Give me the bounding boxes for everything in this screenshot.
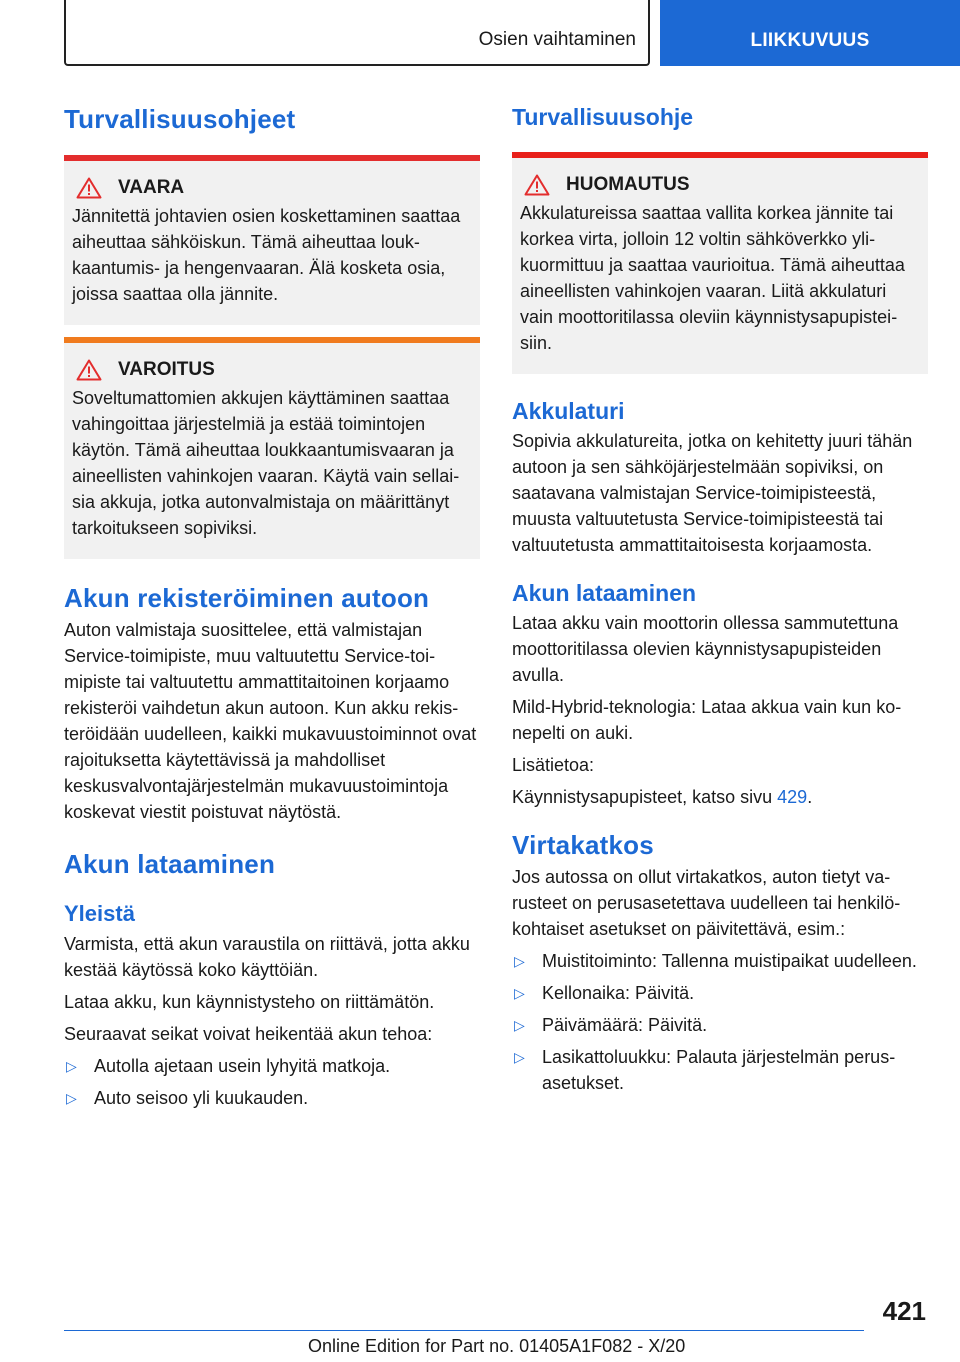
list-item: ▷ Lasikattoluukku: Palauta järjestelmän perusasetukset.	[512, 1044, 928, 1096]
footer-edition-text: Online Edition for Part no. 01405A1F082 - X/20	[308, 1336, 686, 1356]
general-paragraph-1: Varmista, että akun varaustila on riittävä, jotta akku kestää käytössä koko käyttöiän.	[64, 934, 470, 980]
charger-title: Akkulaturi	[512, 398, 625, 424]
warning-triangle-icon	[76, 177, 102, 199]
warning-label: VAROITUS	[118, 359, 215, 380]
list-item: ▷ Autolla ajetaan usein lyhyitä matkoja.	[64, 1053, 480, 1079]
warning-header	[72, 357, 472, 383]
safety-instruction-title: Turvallisuusohje	[512, 104, 694, 130]
danger-label: VAARA	[118, 177, 185, 198]
list-item: ▷ Muistitoiminto: Tallenna muistipaikat uudelleen.	[512, 948, 928, 974]
list-item: ▷ Päivämäärä: Päivitä.	[512, 1012, 928, 1038]
header-section-title: Osien vaihtaminen	[478, 29, 636, 50]
charging-title: Akun lataaminen	[512, 580, 697, 606]
right-column	[512, 92, 928, 1096]
charger-text: Sopivia akkulatureita, jotka on kehitetty juuri tähän autoon ja sen sähköjärjestelmään sopiviksi, on saatavana valmistajan Service-toimipisteestä, muusta valtuutetusta Service-toimipisteestä tai valtuutetusta ammattitaitoisesta korjaamosta.	[512, 431, 913, 555]
danger-text: Jännitettä johtavien osien koskettaminen saattaa aiheuttaa sähköiskun. Tämä aiheuttaa loukkaantumis- ja hengenvaaran. Älä kosketa osia, joissa saattaa olla jännite.	[72, 206, 461, 304]
header-chapter-label: LIIKKUVUUS	[750, 30, 870, 51]
bullet-triangle-icon: ▷	[66, 1090, 77, 1106]
list-item: ▷ Auto seisoo yli kuukauden.	[64, 1085, 480, 1111]
bullet-triangle-icon: ▷	[66, 1058, 77, 1074]
page-link-429[interactable]: 429	[777, 787, 808, 807]
warning-triangle-icon	[524, 174, 550, 196]
warning-triangle-icon	[76, 359, 102, 381]
bullet-triangle-icon: ▷	[514, 1049, 525, 1065]
general-title: Yleistä	[64, 901, 135, 926]
notice-text: Akkulatureissa saattaa vallita korkea jännite tai korkea virta, jolloin 12 voltin sähköverkko ylikuormittuu ja saattaa vaurioitua. Tämä aiheuttaa aineellisten vahinkojen vaaran. Liitä akkulaturi vain moottoritilassa oleviin käynnistysapupisteisiin.	[520, 203, 905, 353]
charging-paragraph-3: Lisätietoa:	[512, 755, 595, 775]
register-battery-title: Akun rekisteröiminen autoon	[64, 583, 430, 613]
bullet-triangle-icon: ▷	[514, 985, 525, 1001]
header-section-box	[64, 0, 650, 66]
danger-header	[72, 175, 472, 201]
list-item: ▷ Kellonaika: Päivitä.	[512, 980, 928, 1006]
charging-paragraph-1: Lataa akku vain moottorin ollessa sammutettuna moottoritilassa olevien käynnistysapupisteiden avulla.	[512, 613, 899, 685]
header-chapter-tab[interactable]	[660, 0, 960, 66]
reset-list	[512, 948, 928, 1096]
notice-box	[512, 152, 928, 374]
register-battery-text: Auton valmistaja suosittelee, että valmistajan Service-toimipiste, muu valtuutettu Service-toimipiste tai valtuutettu ammattitaitoinen korjaamo rekisteröi vaihdetun akun autoon. Kun akku rekisteröidään uudelleen, kaikki mukavuustoiminnot ovat rajoituksetta käytettävissä ja mahdolliset keskusvalvontajärjestelmän mukavuustoimintoja koskevat viestit poistuvat näytöstä.	[64, 620, 477, 822]
footer-divider	[64, 1330, 864, 1331]
general-paragraph-3: Seuraavat seikat voivat heikentää akun tehoa:	[64, 1024, 433, 1044]
bullet-triangle-icon: ▷	[514, 953, 525, 969]
bullet-triangle-icon: ▷	[514, 1017, 525, 1033]
warning-text: Soveltumattomien akkujen käyttäminen saattaa vahingoittaa järjestelmiä ja estää toimintojen käytön. Tämä aiheuttaa loukkaantumisvaaran ja aineellisten vahinkojen vaaran. Käytä vain sellaisia akkuja, jotka autonvalmistaja on määrittänyt tarkoitukseen sopiviksi.	[72, 388, 460, 538]
charging-battery-title: Akun lataaminen	[64, 849, 276, 879]
general-paragraph-2: Lataa akku, kun käynnistysteho on riittämätön.	[64, 992, 435, 1012]
safety-instructions-title: Turvallisuusohjeet	[64, 104, 296, 134]
warning-box	[64, 337, 480, 559]
charging-paragraph-4: Käynnistysapupisteet, katso sivu 429.	[512, 787, 813, 807]
battery-weakening-list	[64, 1053, 480, 1111]
notice-header	[520, 172, 920, 198]
danger-box	[64, 155, 480, 325]
charging-paragraph-2: Mild-Hybrid-teknologia: Lataa akkua vain kun konepelti on auki.	[512, 697, 902, 743]
power-outage-title: Virtakatkos	[512, 830, 654, 860]
left-column	[64, 92, 480, 1111]
power-outage-text: Jos autossa on ollut virtakatkos, auton tietyt varusteet on perusasetettava uudelleen tai henkilökohtaiset asetukset on päivitettävä, esim.:	[512, 867, 901, 939]
notice-label: HUOMAUTUS	[566, 174, 690, 195]
page-number: 421	[882, 1296, 926, 1326]
